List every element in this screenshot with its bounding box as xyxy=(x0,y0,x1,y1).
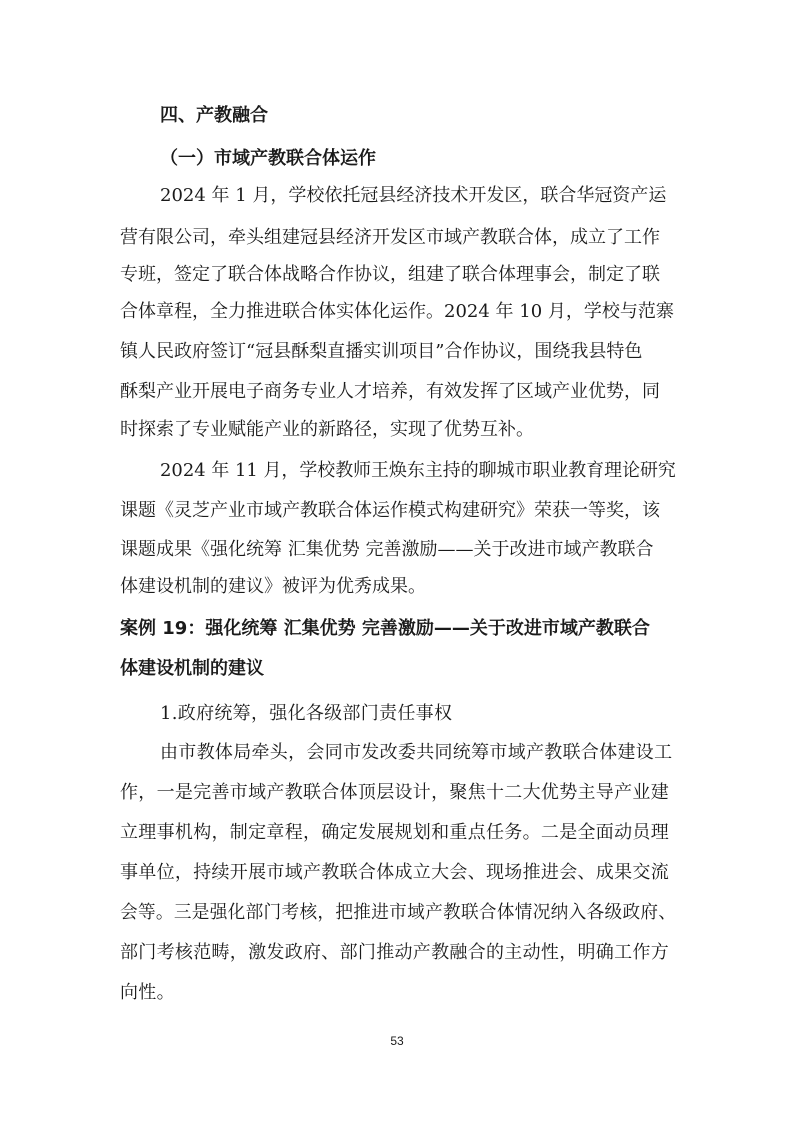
paragraph-line: 合体章程，全力推进联合体实体化运作。2024 年 10 月，学校与范寨 xyxy=(120,301,674,322)
case-subheading: 1.政府统筹，强化各级部门责任事权 xyxy=(160,703,453,724)
paragraph-line: 课题成果《强化统筹 汇集优势 完善激励——关于改进市域产教联合 xyxy=(120,539,654,560)
paragraph-line: 部门考核范畴，激发政府、部门推动产教融合的主动性，明确工作方 xyxy=(120,942,669,963)
paragraph-line: 专班，签定了联合体战略合作协议，组建了联合体理事会，制定了联 xyxy=(120,264,660,285)
paragraph-line: 2024 年 1 月，学校依托冠县经济技术开发区，联合华冠资产运 xyxy=(160,185,667,206)
paragraph-line: 立理事机构，制定章程，确定发展规划和重点任务。二是全面动员理 xyxy=(120,822,669,843)
paragraph-line: 由市教体局牵头，会同市发改委共同统筹市域产教联合体建设工 xyxy=(160,742,673,763)
case-title-line: 体建设机制的建议 xyxy=(120,658,264,679)
paragraph-line: 事单位，持续开展市域产教联合体成立大会、现场推进会、成果交流 xyxy=(120,862,669,883)
paragraph-line: 2024 年 11 月，学校教师王焕东主持的聊城市职业教育理论研究 xyxy=(160,460,676,481)
paragraph-line: 会等。三是强化部门考核，把推进市域产教联合体情况纳入各级政府、 xyxy=(120,902,677,923)
case-title-line: 案例 19：强化统筹 汇集优势 完善激励——关于改进市域产教联合 xyxy=(120,618,650,639)
page-number: 53 xyxy=(390,1034,404,1048)
subsection-heading: （一）市域产教联合体运作 xyxy=(160,148,376,169)
paragraph-line: 时探索了专业赋能产业的新路径，实现了优势互补。 xyxy=(120,419,534,440)
paragraph-line: 向性。 xyxy=(120,982,175,1003)
section-heading: 四、产教融合 xyxy=(160,105,268,126)
paragraph-line: 镇人民政府签订“冠县酥梨直播实训项目”合作协议，围绕我县特色 xyxy=(120,341,643,362)
paragraph-line: 体建设机制的建议》被评为优秀成果。 xyxy=(120,576,426,597)
paragraph-line: 营有限公司，牵头组建冠县经济开发区市域产教联合体，成立了工作 xyxy=(120,227,660,248)
paragraph-line: 课题《灵芝产业市域产教联合体运作模式构建研究》荣获一等奖，该 xyxy=(120,500,660,521)
paragraph-line: 酥梨产业开展电子商务专业人才培养，有效发挥了区域产业优势，同 xyxy=(120,381,660,402)
paragraph-line: 作，一是完善市域产教联合体顶层设计，聚焦十二大优势主导产业建 xyxy=(120,782,669,803)
